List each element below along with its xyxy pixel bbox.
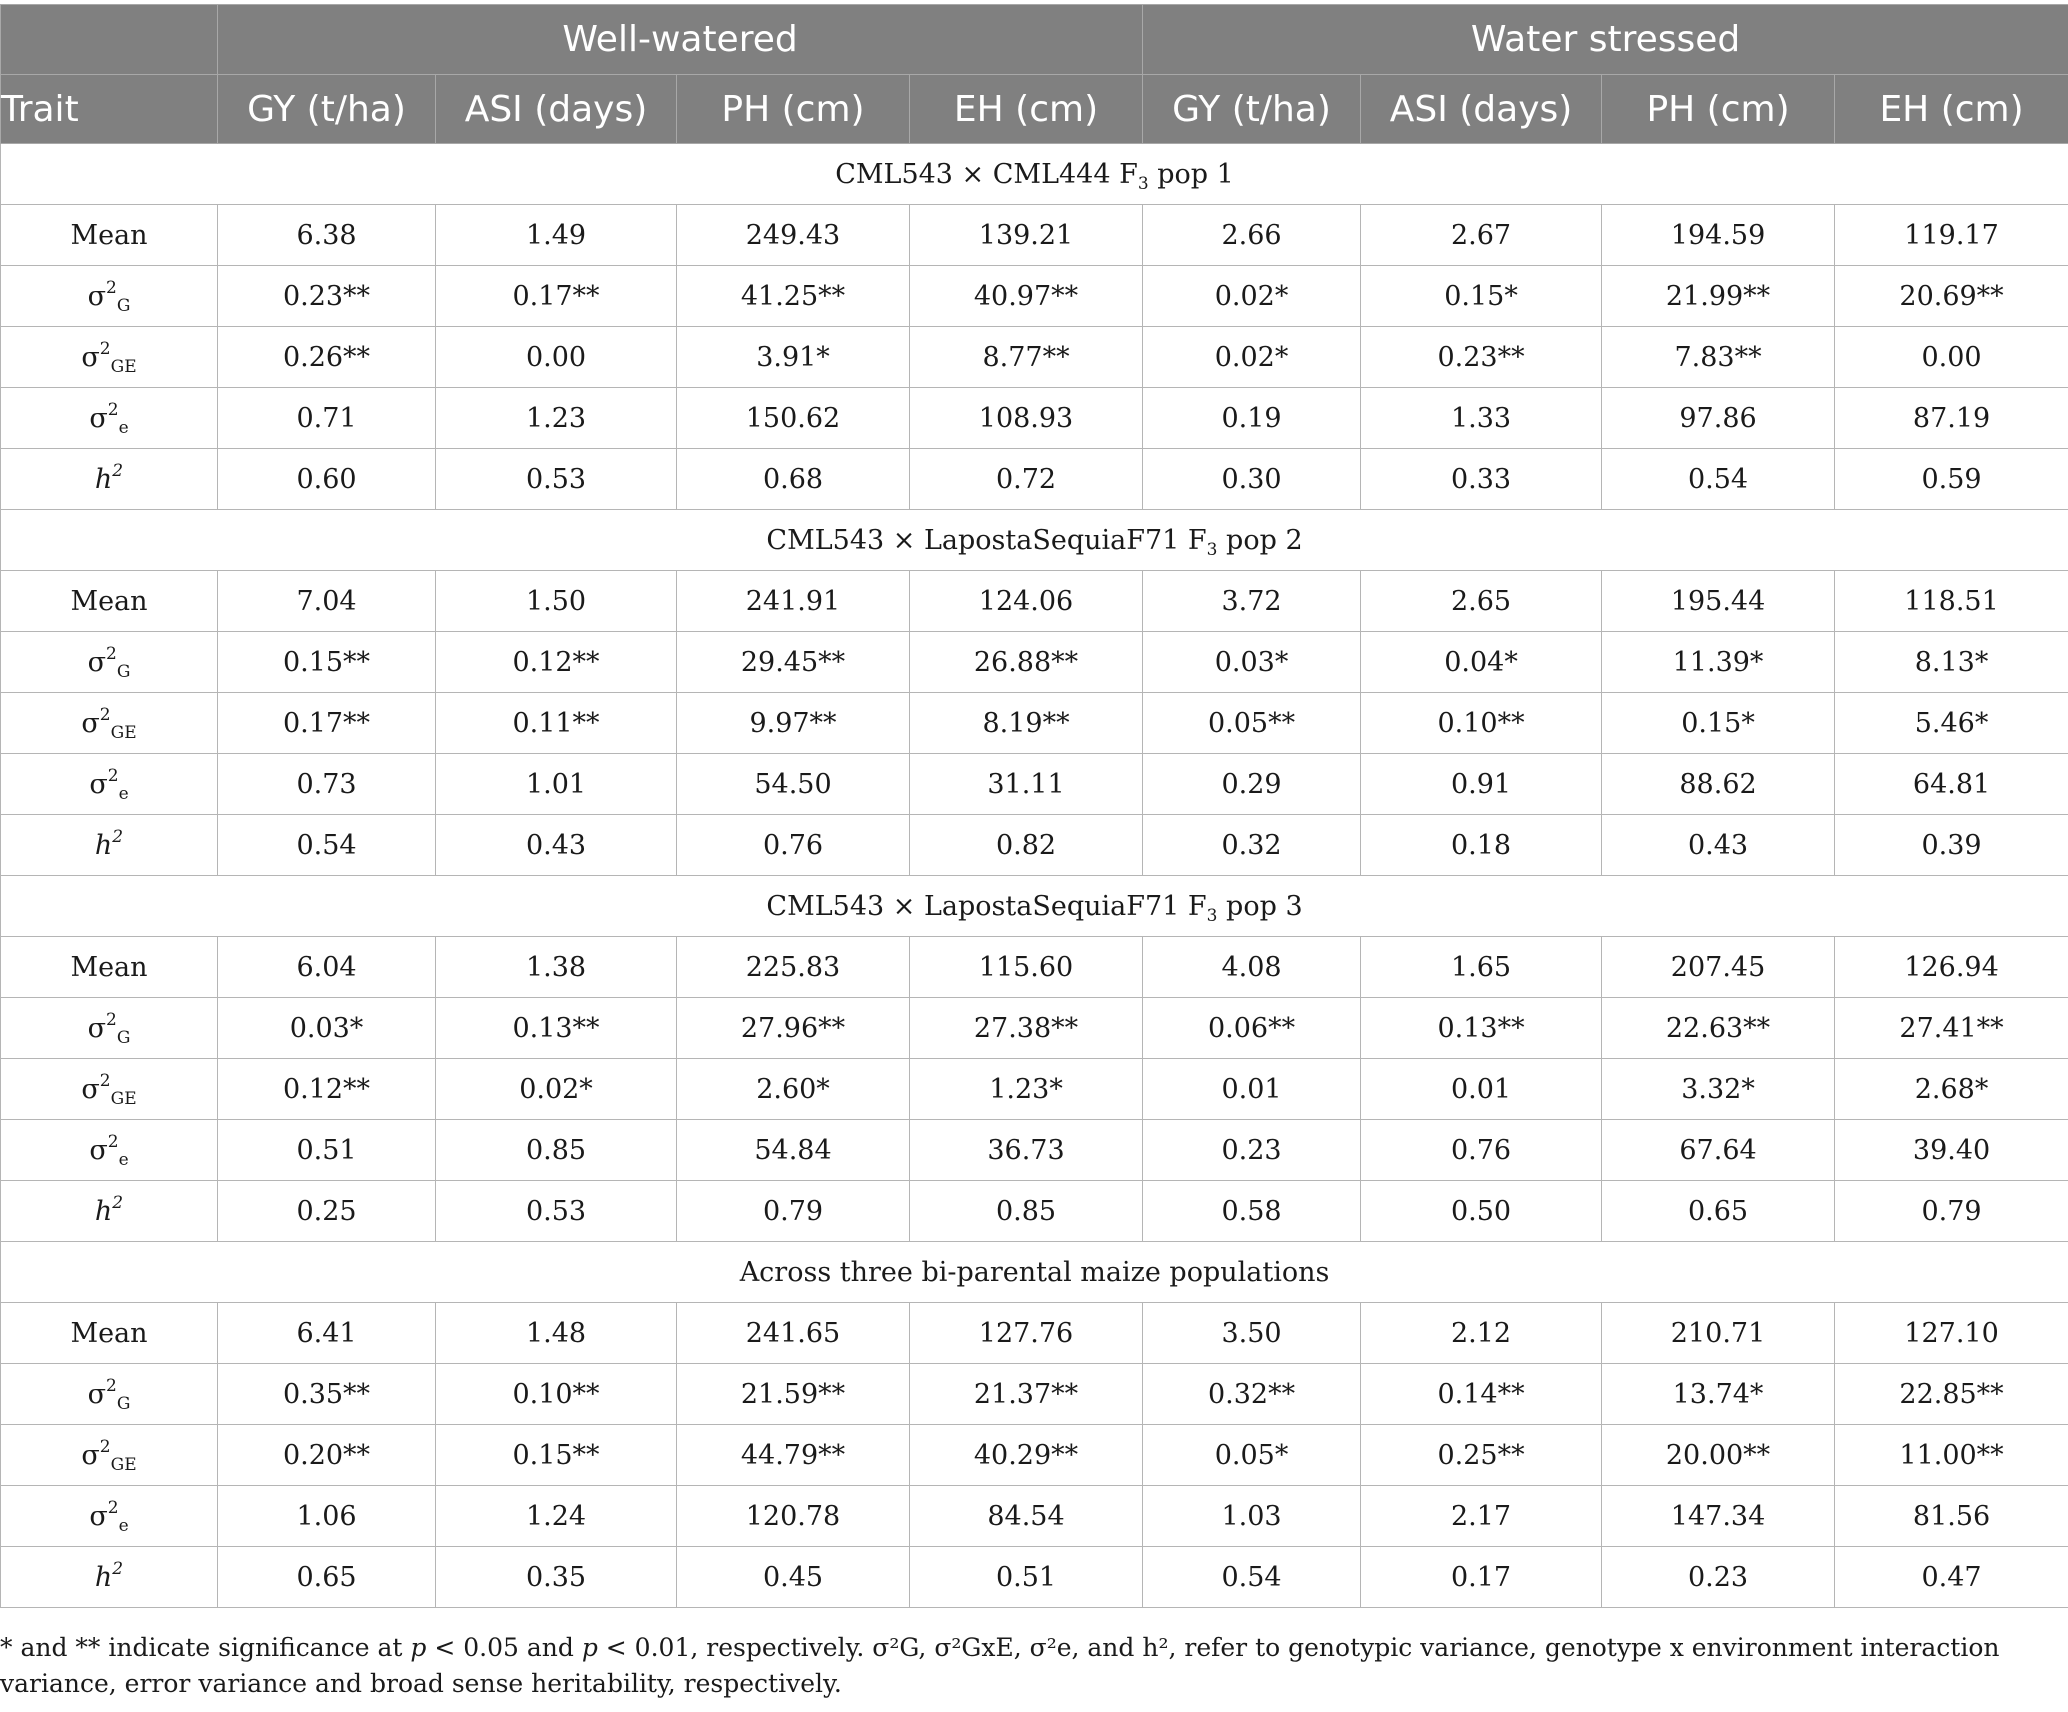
table-cell: 3.32* — [1602, 1059, 1835, 1120]
label-squared: 2 — [99, 338, 111, 359]
table-cell: 1.23 — [436, 388, 677, 449]
table-cell: 0.12** — [436, 632, 677, 693]
table-cell: 13.74* — [1602, 1364, 1835, 1425]
group-title-text: CML543 × LapostaSequiaF71 F — [766, 524, 1207, 556]
header-col-asi-ws: ASI (days) — [1361, 75, 1602, 144]
table-cell: 0.03* — [1143, 632, 1361, 693]
table-cell: 0.23** — [218, 266, 436, 327]
label-squared: 2 — [107, 1131, 119, 1152]
table-cell: 0.25** — [1361, 1425, 1602, 1486]
table-cell: 1.06 — [218, 1486, 436, 1547]
table-cell: 115.60 — [910, 937, 1143, 998]
label-sigma: σ — [81, 1073, 100, 1105]
table-cell: 124.06 — [910, 571, 1143, 632]
table-row-h2 — [1, 1181, 2068, 1242]
table-cell: 29.45** — [677, 632, 910, 693]
table-cell: 0.85 — [436, 1120, 677, 1181]
table-cell: 22.85** — [1835, 1364, 2068, 1425]
label-h: h — [94, 1195, 113, 1227]
table-cell: 0.71 — [218, 388, 436, 449]
group-title-suffix: pop 2 — [1217, 524, 1303, 556]
table-cell: 3.91* — [677, 327, 910, 388]
table-cell: 0.79 — [677, 1181, 910, 1242]
row-label-var-ge — [1, 1059, 218, 1120]
table-cell: 0.35** — [218, 1364, 436, 1425]
table-cell: 0.73 — [218, 754, 436, 815]
table-cell: 0.15** — [218, 632, 436, 693]
table-cell: 0.15** — [436, 1425, 677, 1486]
group-header-row — [1, 144, 2068, 205]
table-cell: 0.05* — [1143, 1425, 1361, 1486]
table-cell: 0.85 — [910, 1181, 1143, 1242]
table-cell: 0.17** — [218, 693, 436, 754]
table-cell: 0.79 — [1835, 1181, 2068, 1242]
table-cell: 0.12** — [218, 1059, 436, 1120]
label-squared: 2 — [106, 277, 117, 298]
table-cell: 6.04 — [218, 937, 436, 998]
table-cell: 1.01 — [436, 754, 677, 815]
table-cell: 0.02* — [1143, 266, 1361, 327]
table-cell: 44.79** — [677, 1425, 910, 1486]
table-cell: 0.54 — [218, 815, 436, 876]
table-row-var-g — [1, 632, 2068, 693]
label-subscript: e — [118, 1149, 129, 1170]
group-title — [1, 144, 2068, 205]
group-title-text: CML543 × CML444 F — [835, 158, 1138, 190]
group-title — [1, 1242, 2068, 1303]
table-row-var-e — [1, 1486, 2068, 1547]
group-title — [1, 510, 2068, 571]
label-sigma: σ — [89, 1134, 108, 1166]
table-cell: 41.25** — [677, 266, 910, 327]
table-cell: 2.67 — [1361, 205, 1602, 266]
table-cell: 0.91 — [1361, 754, 1602, 815]
row-label-var-e — [1, 754, 218, 815]
table-cell: 0.20** — [218, 1425, 436, 1486]
table-row-var-g — [1, 998, 2068, 1059]
table-cell: 8.19** — [910, 693, 1143, 754]
label-squared: 2 — [112, 460, 124, 481]
label-mean: Mean — [70, 1317, 148, 1349]
table-cell: 0.50 — [1361, 1181, 1602, 1242]
label-sigma: σ — [89, 768, 108, 800]
header-col-gy-ww: GY (t/ha) — [218, 75, 436, 144]
table-body — [1, 144, 2068, 1608]
table-cell: 27.96** — [677, 998, 910, 1059]
table-row-var-ge — [1, 1425, 2068, 1486]
table-cell: 11.39* — [1602, 632, 1835, 693]
label-subscript: G — [116, 295, 131, 316]
label-squared: 2 — [106, 643, 117, 664]
table-cell: 0.17** — [436, 266, 677, 327]
table-cell: 0.51 — [910, 1547, 1143, 1608]
table-cell: 6.41 — [218, 1303, 436, 1364]
table-cell: 225.83 — [677, 937, 910, 998]
table-cell: 81.56 — [1835, 1486, 2068, 1547]
table-cell: 2.66 — [1143, 205, 1361, 266]
table-row-var-e — [1, 388, 2068, 449]
row-label-var-e — [1, 1486, 218, 1547]
table-cell: 3.50 — [1143, 1303, 1361, 1364]
table-cell: 20.00** — [1602, 1425, 1835, 1486]
table-cell: 207.45 — [1602, 937, 1835, 998]
table-cell: 0.04* — [1361, 632, 1602, 693]
table-cell: 194.59 — [1602, 205, 1835, 266]
label-subscript: GE — [110, 1454, 137, 1475]
table-cell: 1.03 — [1143, 1486, 1361, 1547]
table-cell: 119.17 — [1835, 205, 2068, 266]
table-cell: 11.00** — [1835, 1425, 2068, 1486]
table-cell: 67.64 — [1602, 1120, 1835, 1181]
label-mean: Mean — [70, 219, 148, 251]
group-title-text: Across three bi-parental maize populations — [739, 1256, 1330, 1288]
table-cell: 0.43 — [436, 815, 677, 876]
table-cell: 108.93 — [910, 388, 1143, 449]
table-cell: 0.82 — [910, 815, 1143, 876]
label-sigma: σ — [87, 1012, 106, 1044]
label-subscript: G — [116, 1393, 131, 1414]
table-cell: 0.47 — [1835, 1547, 2068, 1608]
table-cell: 126.94 — [1835, 937, 2068, 998]
row-label-var-g — [1, 632, 218, 693]
footnote-p-a: p — [410, 1633, 427, 1662]
table-cell: 0.45 — [677, 1547, 910, 1608]
row-label-var-e — [1, 388, 218, 449]
group-title-subscript: 3 — [1206, 905, 1218, 926]
table-cell: 40.29** — [910, 1425, 1143, 1486]
header-col-eh-ws: EH (cm) — [1835, 75, 2068, 144]
table-cell: 0.54 — [1143, 1547, 1361, 1608]
table-row-var-ge — [1, 327, 2068, 388]
table-cell: 0.14** — [1361, 1364, 1602, 1425]
table-row-mean — [1, 1303, 2068, 1364]
group-title-subscript: 3 — [1206, 539, 1218, 560]
row-label-var-ge — [1, 1425, 218, 1486]
label-subscript: e — [118, 417, 129, 438]
table-cell: 0.15* — [1602, 693, 1835, 754]
table-cell: 0.19 — [1143, 388, 1361, 449]
label-sigma: σ — [87, 1378, 106, 1410]
header-column-row — [1, 75, 2068, 144]
table-row-mean — [1, 571, 2068, 632]
table-cell: 2.17 — [1361, 1486, 1602, 1547]
table-cell: 20.69** — [1835, 266, 2068, 327]
table-cell: 87.19 — [1835, 388, 2068, 449]
header-col-asi-ww: ASI (days) — [436, 75, 677, 144]
table-row-mean — [1, 937, 2068, 998]
table-cell: 0.54 — [1602, 449, 1835, 510]
table-cell: 3.72 — [1143, 571, 1361, 632]
group-title-subscript: 3 — [1137, 173, 1149, 194]
table-cell: 0.05** — [1143, 693, 1361, 754]
table-cell: 0.17 — [1361, 1547, 1602, 1608]
table-cell: 0.32** — [1143, 1364, 1361, 1425]
label-subscript: e — [118, 783, 129, 804]
label-squared: 2 — [99, 704, 111, 725]
table-cell: 2.12 — [1361, 1303, 1602, 1364]
label-subscript: e — [118, 1515, 129, 1536]
table-cell: 26.88** — [910, 632, 1143, 693]
table-cell: 64.81 — [1835, 754, 2068, 815]
label-sigma: σ — [89, 402, 108, 434]
group-title — [1, 876, 2068, 937]
table-cell: 0.33 — [1361, 449, 1602, 510]
table-row-h2 — [1, 449, 2068, 510]
table-cell: 0.59 — [1835, 449, 2068, 510]
label-sigma: σ — [81, 1439, 100, 1471]
label-subscript: GE — [110, 722, 137, 743]
table-cell: 0.01 — [1361, 1059, 1602, 1120]
group-header-row — [1, 510, 2068, 571]
variance-components-table — [0, 4, 2068, 1608]
table-cell: 150.62 — [677, 388, 910, 449]
table-cell: 241.91 — [677, 571, 910, 632]
group-title-text: CML543 × LapostaSequiaF71 F — [766, 890, 1207, 922]
table-cell: 0.32 — [1143, 815, 1361, 876]
table-cell: 147.34 — [1602, 1486, 1835, 1547]
table-row-h2 — [1, 815, 2068, 876]
table-cell: 0.53 — [436, 449, 677, 510]
label-squared: 2 — [112, 1558, 124, 1579]
table-cell: 84.54 — [910, 1486, 1143, 1547]
table-cell: 0.00 — [1835, 327, 2068, 388]
table-cell: 22.63** — [1602, 998, 1835, 1059]
table-cell: 0.23 — [1602, 1547, 1835, 1608]
label-squared: 2 — [107, 1497, 119, 1518]
table-row-var-ge — [1, 693, 2068, 754]
table-cell: 2.68* — [1835, 1059, 2068, 1120]
table-cell: 0.76 — [677, 815, 910, 876]
table-cell: 1.65 — [1361, 937, 1602, 998]
table-cell: 0.23** — [1361, 327, 1602, 388]
group-title-suffix: pop 3 — [1217, 890, 1303, 922]
label-sigma: σ — [89, 1500, 108, 1532]
table-row-var-ge — [1, 1059, 2068, 1120]
table-cell: 39.40 — [1835, 1120, 2068, 1181]
table-cell: 4.08 — [1143, 937, 1361, 998]
table-cell: 0.26** — [218, 327, 436, 388]
table-cell: 1.24 — [436, 1486, 677, 1547]
table-cell: 1.23* — [910, 1059, 1143, 1120]
row-label-mean — [1, 1303, 218, 1364]
table-row-var-g — [1, 1364, 2068, 1425]
table-cell: 0.65 — [1602, 1181, 1835, 1242]
label-mean: Mean — [70, 951, 148, 983]
table-cell: 21.99** — [1602, 266, 1835, 327]
table-cell: 8.13* — [1835, 632, 2068, 693]
label-squared: 2 — [99, 1070, 111, 1091]
table-cell: 0.01 — [1143, 1059, 1361, 1120]
table-cell: 139.21 — [910, 205, 1143, 266]
table-cell: 118.51 — [1835, 571, 2068, 632]
table-cell: 54.84 — [677, 1120, 910, 1181]
label-squared: 2 — [107, 765, 119, 786]
header-col-gy-ws: GY (t/ha) — [1143, 75, 1361, 144]
row-label-var-e — [1, 1120, 218, 1181]
row-label-var-g — [1, 1364, 218, 1425]
table-cell: 0.25 — [218, 1181, 436, 1242]
row-label-var-ge — [1, 693, 218, 754]
row-label-mean — [1, 571, 218, 632]
table-cell: 0.68 — [677, 449, 910, 510]
table-cell: 36.73 — [910, 1120, 1143, 1181]
label-h: h — [94, 463, 113, 495]
table-cell: 0.13** — [436, 998, 677, 1059]
label-subscript: GE — [110, 1088, 137, 1109]
table-cell: 0.51 — [218, 1120, 436, 1181]
table-cell: 1.49 — [436, 205, 677, 266]
table-cell: 0.06** — [1143, 998, 1361, 1059]
table-cell: 0.23 — [1143, 1120, 1361, 1181]
label-squared: 2 — [106, 1375, 117, 1396]
row-label-var-g — [1, 266, 218, 327]
table-cell: 40.97** — [910, 266, 1143, 327]
table-cell: 21.59** — [677, 1364, 910, 1425]
table-row-h2 — [1, 1547, 2068, 1608]
footnote-part-1: * and ** indicate significance at — [0, 1633, 411, 1662]
label-h: h — [94, 829, 113, 861]
table-cell: 2.65 — [1361, 571, 1602, 632]
header-well-watered: Well-watered — [218, 5, 1143, 75]
table-cell: 0.60 — [218, 449, 436, 510]
label-sigma: σ — [87, 646, 106, 678]
table-cell: 1.38 — [436, 937, 677, 998]
table-cell: 7.83** — [1602, 327, 1835, 388]
row-label-var-g — [1, 998, 218, 1059]
table-cell: 0.58 — [1143, 1181, 1361, 1242]
label-squared: 2 — [106, 1009, 117, 1030]
group-title-suffix: pop 1 — [1148, 158, 1234, 190]
table-cell: 9.97** — [677, 693, 910, 754]
table-cell: 0.35 — [436, 1547, 677, 1608]
table-cell: 210.71 — [1602, 1303, 1835, 1364]
table-cell: 88.62 — [1602, 754, 1835, 815]
table-cell: 0.02* — [436, 1059, 677, 1120]
header-col-ph-ws: PH (cm) — [1602, 75, 1835, 144]
table-cell: 0.02* — [1143, 327, 1361, 388]
table-row-var-e — [1, 1120, 2068, 1181]
footnote-part-3: < 0.01, respectively. σ²G, σ²GxE, σ²e, and h², refer to genotypic variance, genotype x environment interaction variance, error variance and broad sense heritability, respectively. — [0, 1633, 2000, 1698]
table-cell: 195.44 — [1602, 571, 1835, 632]
row-label-mean — [1, 937, 218, 998]
row-label-mean — [1, 205, 218, 266]
header-col-eh-ww: EH (cm) — [910, 75, 1143, 144]
table-cell: 0.76 — [1361, 1120, 1602, 1181]
table-cell: 7.04 — [218, 571, 436, 632]
label-sigma: σ — [87, 280, 106, 312]
table-cell: 1.33 — [1361, 388, 1602, 449]
header-corner — [1, 5, 218, 75]
label-subscript: G — [116, 1027, 131, 1048]
label-squared: 2 — [99, 1436, 111, 1457]
table-cell: 127.10 — [1835, 1303, 2068, 1364]
table-cell: 97.86 — [1602, 388, 1835, 449]
table-cell: 0.13** — [1361, 998, 1602, 1059]
table-cell: 8.77** — [910, 327, 1143, 388]
label-h: h — [94, 1561, 113, 1593]
table-cell: 1.50 — [436, 571, 677, 632]
row-label-h2 — [1, 1181, 218, 1242]
table-cell: 27.41** — [1835, 998, 2068, 1059]
table-cell: 0.53 — [436, 1181, 677, 1242]
label-squared: 2 — [107, 399, 119, 420]
table-cell: 2.60* — [677, 1059, 910, 1120]
header-col-ph-ww: PH (cm) — [677, 75, 910, 144]
table-cell: 0.03* — [218, 998, 436, 1059]
row-label-var-ge — [1, 327, 218, 388]
label-mean: Mean — [70, 585, 148, 617]
table-cell: 249.43 — [677, 205, 910, 266]
table-cell: 241.65 — [677, 1303, 910, 1364]
footnote-part-2: < 0.05 and — [426, 1633, 582, 1662]
table-row-var-g — [1, 266, 2068, 327]
footnote-p-b: p — [581, 1633, 598, 1662]
table-cell: 0.30 — [1143, 449, 1361, 510]
table-footnote — [0, 1630, 2060, 1702]
table-cell: 0.43 — [1602, 815, 1835, 876]
header-trait: Trait — [1, 75, 218, 144]
label-sigma: σ — [81, 341, 100, 373]
label-subscript: GE — [110, 356, 137, 377]
row-label-h2 — [1, 449, 218, 510]
table-cell: 21.37** — [910, 1364, 1143, 1425]
label-squared: 2 — [112, 826, 124, 847]
table-cell: 0.65 — [218, 1547, 436, 1608]
table-cell: 1.48 — [436, 1303, 677, 1364]
table-cell: 54.50 — [677, 754, 910, 815]
row-label-h2 — [1, 815, 218, 876]
table-cell: 5.46* — [1835, 693, 2068, 754]
label-squared: 2 — [112, 1192, 124, 1213]
header-group-row — [1, 5, 2068, 75]
table-cell: 0.72 — [910, 449, 1143, 510]
table-cell: 0.39 — [1835, 815, 2068, 876]
table-cell: 0.00 — [436, 327, 677, 388]
table-cell: 6.38 — [218, 205, 436, 266]
table-cell: 0.10** — [1361, 693, 1602, 754]
table-row-var-e — [1, 754, 2068, 815]
table-row-mean — [1, 205, 2068, 266]
table-cell: 127.76 — [910, 1303, 1143, 1364]
table-cell: 120.78 — [677, 1486, 910, 1547]
table-cell: 0.15* — [1361, 266, 1602, 327]
table-cell: 31.11 — [910, 754, 1143, 815]
row-label-h2 — [1, 1547, 218, 1608]
group-header-row — [1, 1242, 2068, 1303]
group-header-row — [1, 876, 2068, 937]
label-sigma: σ — [81, 707, 100, 739]
table-cell: 0.29 — [1143, 754, 1361, 815]
table-cell: 0.11** — [436, 693, 677, 754]
header-water-stressed: Water stressed — [1143, 5, 2068, 75]
table-cell: 0.18 — [1361, 815, 1602, 876]
table-cell: 27.38** — [910, 998, 1143, 1059]
label-subscript: G — [116, 661, 131, 682]
table-cell: 0.10** — [436, 1364, 677, 1425]
